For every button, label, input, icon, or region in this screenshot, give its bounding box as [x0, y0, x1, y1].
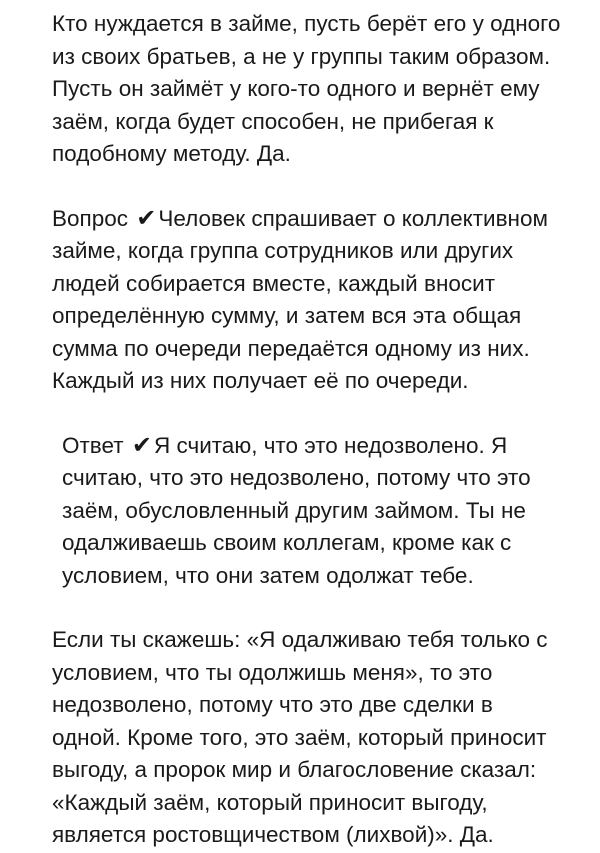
paragraph-question — [52, 203, 564, 398]
check-mark-icon: ✔ — [136, 203, 157, 232]
answer-label: Ответ — [62, 432, 124, 458]
check-mark-icon: ✔ — [131, 430, 152, 459]
question-label: Вопрос — [52, 205, 128, 231]
paragraph-intro-text: Кто нуждается в займе, пусть берёт его у одного из своих братьев, а не у группы таким образом. Пусть он займёт у кого-то одного и вернёт ему заём, когда будет способен, не прибегая к подобному методу. Да. — [52, 11, 561, 166]
paragraph-intro — [52, 8, 564, 171]
answer-text: Я считаю, что это недозволено. Я считаю, что это недозволено, потому что это заём, обусловленный другим займом. Ты не одалживаешь своим коллегам, кроме как с условием, что они затем одолжат тебе. — [62, 432, 531, 588]
paragraph-conclusion-text: Если ты скажешь: «Я одалживаю тебя только с условием, что ты одолжишь меня», то это недозволено, потому что это две сделки в одной. Кроме того, это заём, который приносит выгоду, а пророк мир и благословение сказал: «Каждый заём, который приносит выгоду, является ростовщичеством (лихвой)». Да. — [52, 627, 548, 847]
question-text: Человек спрашивает о коллективном займе, когда группа сотрудников или других людей собирается вместе, каждый вносит определённую сумму, и затем вся эта общая сумма по очереди передаётся одному из них. Каждый из них получает её по очереди. — [52, 205, 548, 393]
paragraph-answer — [52, 430, 564, 593]
paragraph-conclusion — [52, 624, 564, 852]
